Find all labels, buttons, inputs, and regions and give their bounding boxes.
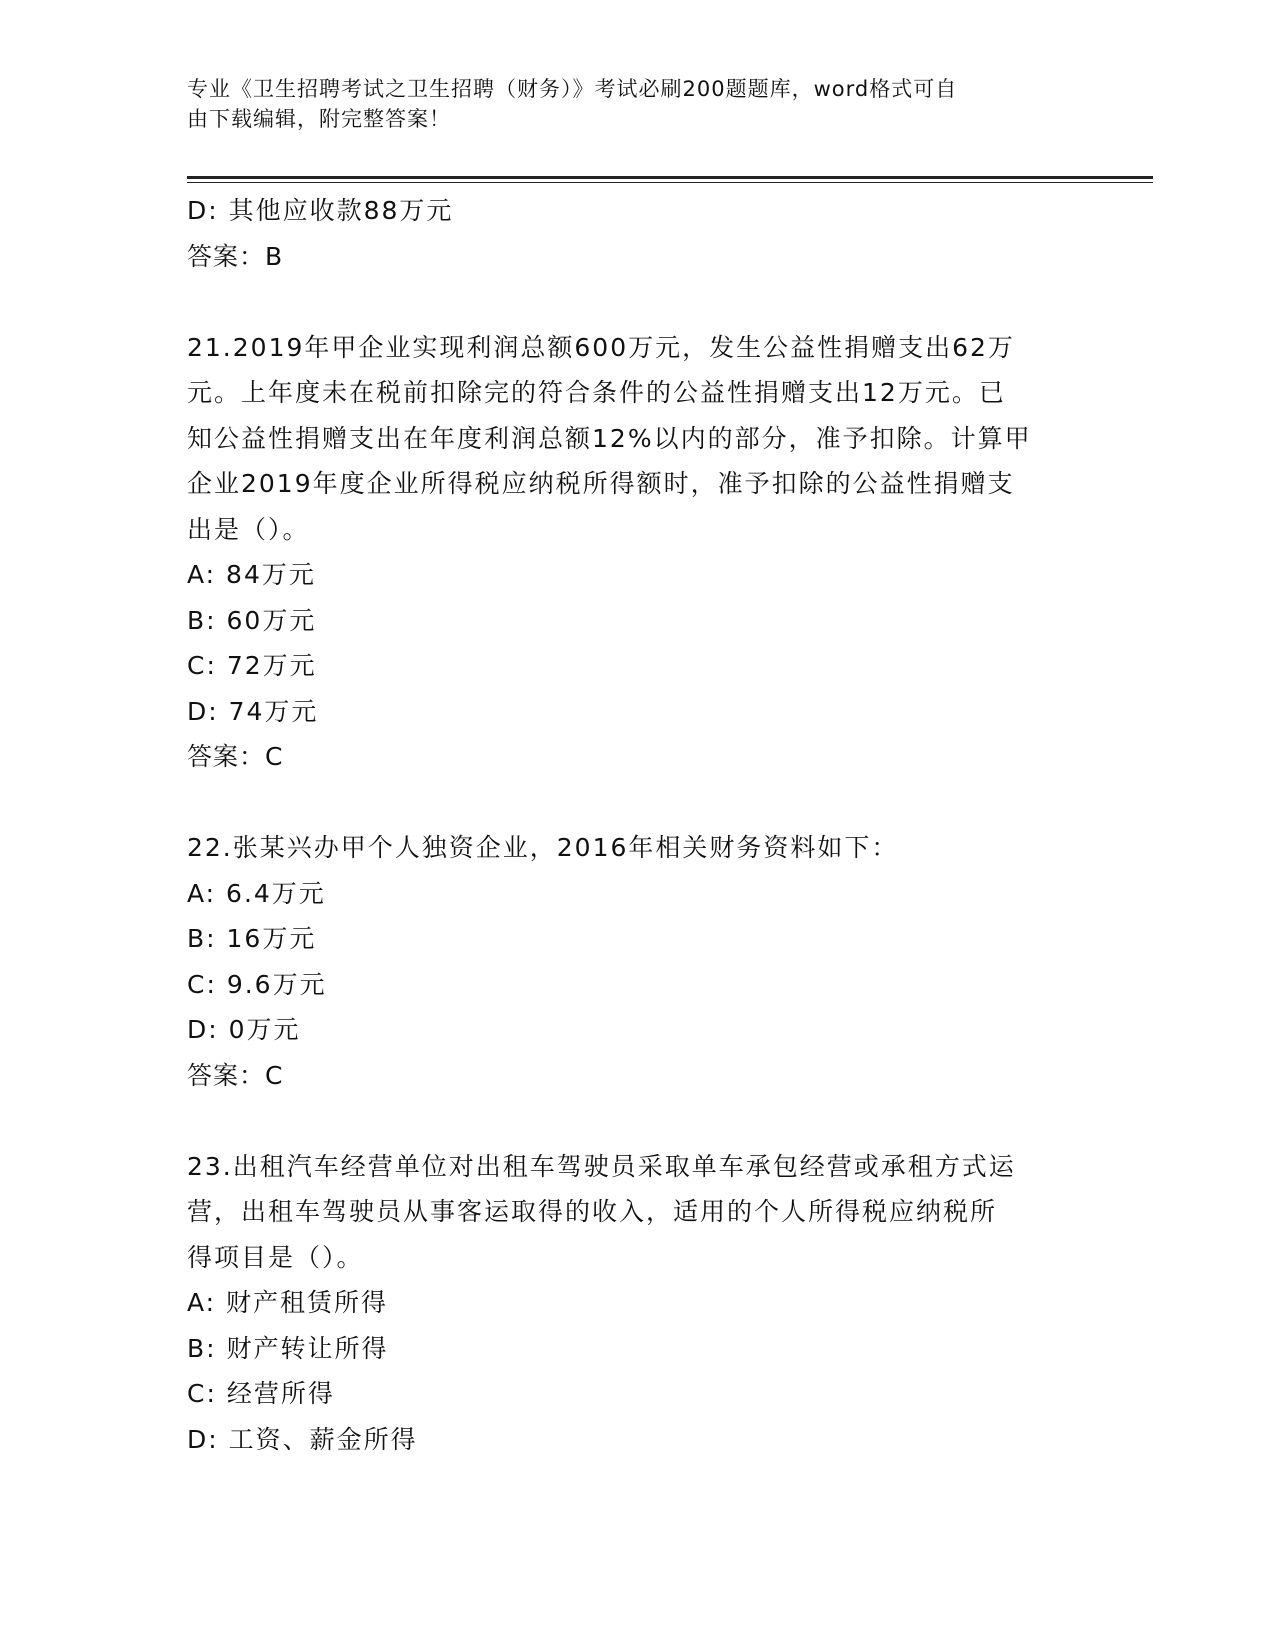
header-line-1: 专业《卫生招聘考试之卫生招聘（财务）》考试必刷200题题库，word格式可自 (187, 77, 958, 101)
question-22 (187, 825, 1087, 1098)
option-d: D: 74万元 (187, 696, 319, 726)
previous-question-tail (187, 188, 1087, 279)
option-d: D: 0万元 (187, 1015, 301, 1044)
document-header (187, 74, 1067, 134)
option-d: D: 其他应收款88万元 (187, 196, 454, 225)
header-divider-thin (187, 182, 1153, 183)
question-23 (187, 1144, 1087, 1463)
question-21 (187, 325, 1087, 780)
question-stem-line: 21.2019年甲企业实现利润总额600万元，发生公益性捐赠支出62万 (187, 332, 1015, 362)
question-stem-line: 22.张某兴办甲个人独资企业，2016年相关财务资料如下： (187, 833, 899, 862)
question-stem-line: 元。上年度未在税前扣除完的符合条件的公益性捐赠支出12万元。已 (187, 378, 1006, 407)
question-stem-line: 出是（）。 (187, 514, 310, 544)
option-a: A: 财产租赁所得 (187, 1288, 389, 1317)
option-a: A: 84万元 (187, 560, 316, 589)
option-b: B: 财产转让所得 (187, 1333, 389, 1363)
question-stem-line: 得项目是（）。 (187, 1242, 364, 1272)
question-stem-line: 营，出租车驾驶员从事客运取得的收入，适用的个人所得税应纳税所 (187, 1197, 998, 1226)
header-divider-thick (187, 176, 1153, 179)
question-stem-line: 23.出租汽车经营单位对出租车驾驶员采取单车承包经营或承租方式运 (187, 1151, 1016, 1181)
option-c: C: 经营所得 (187, 1379, 335, 1408)
option-c: C: 9.6万元 (187, 969, 327, 999)
option-d: D: 工资、薪金所得 (187, 1424, 418, 1454)
question-stem-line: 知公益性捐赠支出在年度利润总额12%以内的部分，准予扣除。计算甲 (187, 423, 1032, 453)
answer: 答案：C (187, 1060, 284, 1090)
option-a: A: 6.4万元 (187, 878, 326, 908)
answer: 答案：B (187, 241, 284, 271)
option-c: C: 72万元 (187, 651, 317, 680)
answer: 答案：C (187, 742, 284, 771)
question-stem-line: 企业2019年度企业所得税应纳税所得额时，准予扣除的公益性捐赠支 (187, 469, 1015, 498)
option-b: B: 16万元 (187, 924, 317, 953)
question-list (187, 188, 1087, 1462)
option-b: B: 60万元 (187, 605, 317, 635)
header-line-2: 由下载编辑，附完整答案！ (187, 107, 451, 131)
